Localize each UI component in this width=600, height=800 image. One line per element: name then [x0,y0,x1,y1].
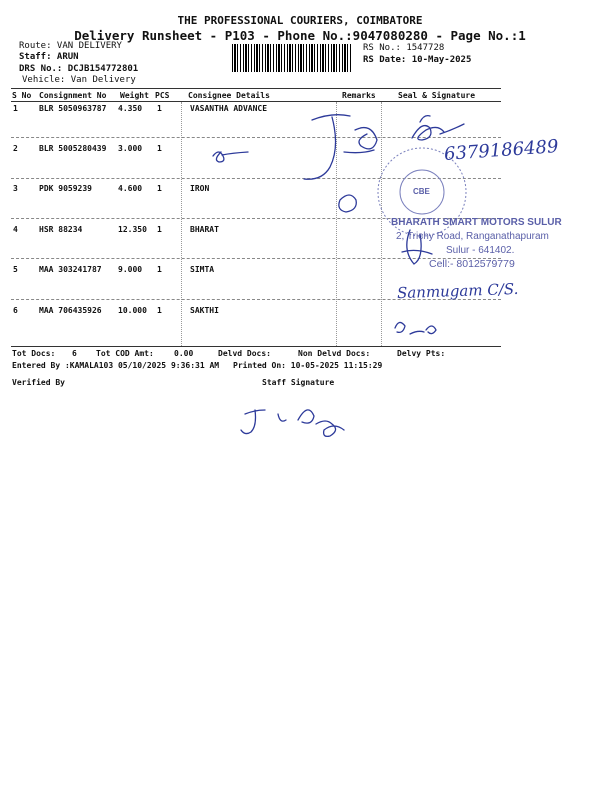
handwritten-phone: 6379186489 [443,136,560,165]
col-header-pcs: PCS [155,91,170,100]
stamp-round-label: CBE [413,187,430,196]
row-weight: 4.350 [118,104,143,113]
runsheet-subtitle: Delivery Runsheet - P103 - Phone No.:9047080280 - Page No.:1 [74,28,526,43]
stamp-address: 2, Trichy Road, Ranganathapuram [396,231,549,242]
tot-cod-label: Tot COD Amt: [96,349,154,358]
row-pcs: 1 [157,104,162,113]
stamp-city: Sulur - 641402. [446,245,515,256]
signature-top [412,116,464,140]
row-consignment: BLR 5050963787 [39,104,107,113]
circle-mark [339,195,356,212]
rs-date: RS Date: 10-May-2025 [363,55,472,65]
company-title: THE PROFESSIONAL COURIERS, COIMBATORE [177,14,423,27]
row-pcs: 1 [157,144,162,153]
tot-cod-value: 0.00 [174,349,194,358]
row-sno: 5 [13,265,18,274]
col-header-sno: S No [12,91,32,100]
drs-number: DRS No.: DCJB154772801 [19,64,139,74]
rs-number: RS No.: 1547728 [363,43,445,53]
row-consignment: MAA 706435926 [39,306,102,315]
col-header-consignee: Consignee Details [188,91,270,100]
row-pcs: 1 [157,225,162,234]
handwritten-name: Sanmugam C/S. [396,279,519,303]
row-weight: 4.600 [118,184,143,193]
row-weight: 3.000 [118,144,143,153]
row-consignment: MAA 303241787 [39,265,102,274]
row-consignment: HSR 88234 [39,225,83,234]
entered-by: Entered By :KAMALA103 05/10/2025 9:36:31 AM [12,361,220,370]
row-consignee: SAKTHI [190,306,219,315]
stamp-company: BHARATH SMART MOTORS SULUR [391,217,562,228]
col-header-seal: Seal & Signature [398,91,476,100]
non-delvd-docs-label: Non Delvd Docs: [298,349,371,358]
tot-docs-value: 6 [72,349,77,358]
staff-signature-ink [241,410,344,437]
row-consignment: BLR 5005280439 [39,144,107,153]
row-sno: 2 [13,144,18,153]
row-consignee: IRON [190,184,210,193]
row-sno: 4 [13,225,18,234]
delvy-pts-label: Delvy Pts: [397,349,446,358]
col-header-weight: Weight [120,91,149,100]
row-weight: 10.000 [118,306,147,315]
row-consignment: PDK 9059239 [39,184,92,193]
route-label: Route: VAN DELIVERY [19,41,122,51]
stamp-cell: Cell:- 8012579779 [429,258,515,270]
row-pcs: 1 [157,265,162,274]
verified-by: Verified By [12,378,65,387]
tot-docs-label: Tot Docs: [12,349,56,358]
delvd-docs-label: Delvd Docs: [218,349,271,358]
row-weight: 12.350 [118,225,147,234]
row-consignee: SIMTA [190,265,215,274]
staff-label: Staff: ARUN [19,52,79,62]
signature-j [304,115,377,180]
row-consignee: BHARAT [190,225,219,234]
staff-signature-label: Staff Signature [262,378,335,387]
row-pcs: 1 [157,306,162,315]
row-consignee: VASANTHA ADVANCE [190,104,268,113]
row6-initials [395,322,436,334]
row-pcs: 1 [157,184,162,193]
vehicle-label: Vehicle: Van Delivery [22,75,136,85]
col-header-remarks: Remarks [342,91,376,100]
row-weight: 9.000 [118,265,143,274]
initials-mark [213,152,248,162]
row-sno: 1 [13,104,18,113]
row-sno: 3 [13,184,18,193]
row-sno: 6 [13,306,18,315]
col-header-consignment: Consignment No [39,91,107,100]
printed-on: Printed On: 10-05-2025 11:15:29 [233,361,383,370]
